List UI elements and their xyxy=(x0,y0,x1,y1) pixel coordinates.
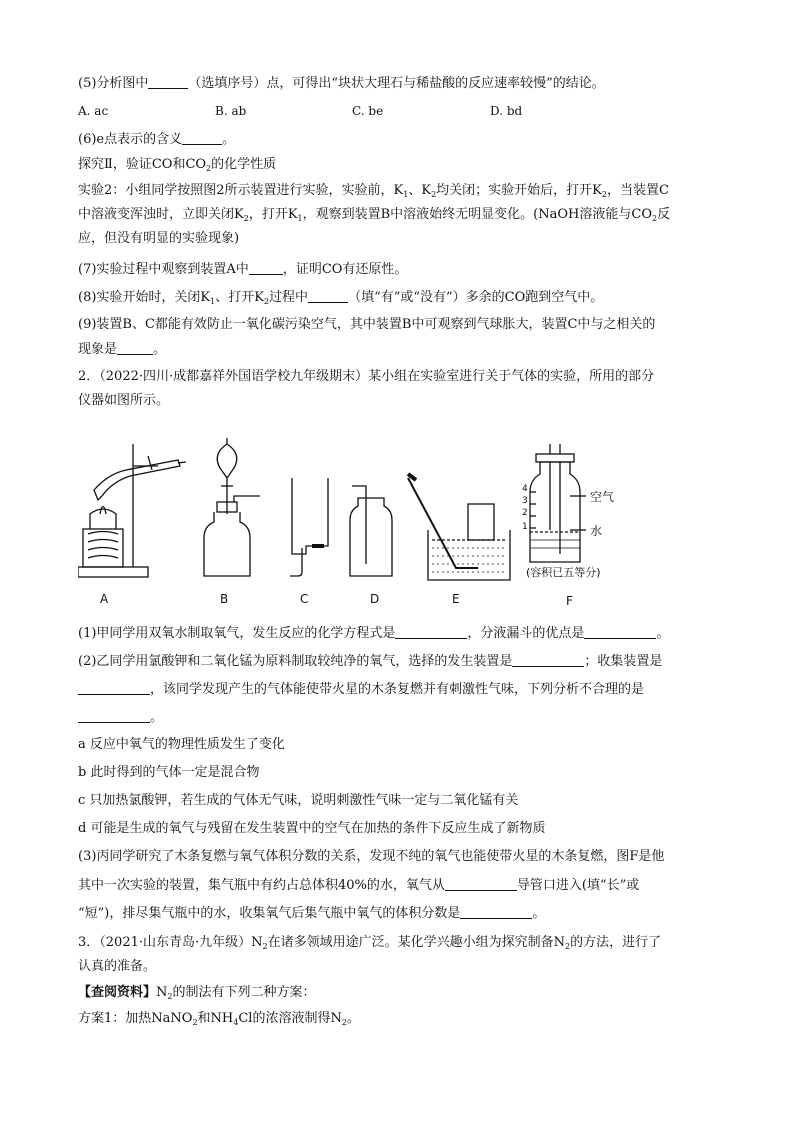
label-air: 空气 xyxy=(590,490,615,504)
scale-1: 1 xyxy=(522,522,528,532)
label-a: A xyxy=(100,592,109,606)
answer-blank[interactable] xyxy=(460,904,532,919)
problem-2-question-3-line-3: “短”)，排尽集气瓶中的水，收集氧气后集气瓶中氧气的体积分数是 。 xyxy=(78,906,546,921)
problem-2-question-3-line-2: 其中一次实验的装置，集气瓶中有约占总体积40%的水，氧气从 导管口进入(填“长”或 xyxy=(78,878,640,893)
problem-2-question-3-line-1: (3)丙同学研究了木条复燃与氧气体积分数的关系，发现不纯的氧气也能使带火星的木条复燃，图F是他 xyxy=(78,849,665,864)
question-7: (7)实验过程中观察到装置A中 ，证明CO有还原性。 xyxy=(78,262,408,277)
answer-blank[interactable] xyxy=(182,130,222,145)
problem-2-question-2-line-1: (2)乙同学用氯酸钾和二氧化锰为原料制取较纯净的氧气，选择的发生装置是 ；收集装置是 xyxy=(78,654,663,669)
option-a: A. ac xyxy=(78,104,109,118)
label-f: F xyxy=(566,594,573,608)
label-e: E xyxy=(452,592,460,606)
problem-3-line-3: 【查阅资料】$N_2$的制法有下列二种方案： xyxy=(78,985,316,1001)
option-c: C. be xyxy=(352,104,384,118)
apparatus-c xyxy=(290,478,328,576)
option-b-line: b 此时得到的气体一定是混合物 xyxy=(78,765,260,780)
problem-2-line-1: 2．（2022·四川·成都嘉祥外国语学校九年级期末）某小组在实验室进行关于气体的实验，所用的部分 xyxy=(78,369,655,384)
problem-3-line-4: 方案1：加热NaNO$_2$和$NH_4Cl$的浓溶液制得$N_2$。 xyxy=(78,1011,360,1027)
scale-2: 2 xyxy=(522,508,528,518)
question-8: (8)实验开始时，关闭$K_1$、打开$K_2$过程中 （填“有”或“没有”）多余的CO跑到空气中。 xyxy=(78,290,604,306)
experiment-2-line-3: 应，但没有明显的实验现象) xyxy=(78,231,240,246)
problem-3-line-1: 3．（2021·山东青岛·九年级）$N_2$在诸多领域用途广泛。某化学兴趣小组为探究制备$N_2$的方法，进行了 xyxy=(78,935,662,951)
experiment-2-line-1: 实验2：小组同学按照图2所示装置进行实验，实验前，$K_1$、$K_2$均关闭；实验开始后，打开$K_2$，当装置C xyxy=(78,183,669,199)
answer-blank[interactable] xyxy=(584,624,656,639)
label-water: 水 xyxy=(590,524,603,538)
answer-blank[interactable] xyxy=(78,680,150,695)
question-6: (6)e点表示的含义 。 xyxy=(78,132,236,147)
problem-2-question-2-line-2: ，该同学发现产生的气体能使带火星的木条复燃并有刺激性气味，下列分析不合理的是 xyxy=(78,680,644,699)
problem-2-question-1: (1)甲同学用双氧水制取氧气，发生反应的化学方程式是 ，分液漏斗的优点是 。 xyxy=(78,626,670,641)
answer-blank[interactable] xyxy=(512,652,584,667)
apparatus-e xyxy=(408,474,510,580)
option-d-line: d 可能是生成的氧气与残留在发生装置中的空气在加热的条件下反应生成了新物质 xyxy=(78,821,546,836)
label-c: C xyxy=(300,592,309,606)
problem-2-line-2: 仪器如图所示。 xyxy=(78,393,170,408)
problem-3-line-2: 认真的准备。 xyxy=(78,959,157,974)
experiment-2-line-2: 中溶液变浑浊时，立即关闭$K_2$，打开$K_1$，观察到装置B中溶液始终无明显变化。(NaOH溶液能与$CO_2$反 xyxy=(78,207,671,223)
question-9-line-2: 现象是 。 xyxy=(78,342,167,357)
answer-blank[interactable] xyxy=(445,876,517,891)
question-9-line-1: (9)装置B、C都能有效防止一氧化碳污染空气，其中装置B中可观察到气球胀大，装置C中与之相关的 xyxy=(78,317,656,332)
scale-3: 3 xyxy=(522,496,528,506)
option-a-line: a 反应中氧气的物理性质发生了变化 xyxy=(78,737,285,752)
apparatus-a xyxy=(78,444,186,577)
answer-blank[interactable] xyxy=(117,340,153,355)
option-c-line: c 只加热氯酸钾，若生成的气体无气味，说明刺激性气味一定与二氧化锰有关 xyxy=(78,793,519,808)
apparatus-figure xyxy=(78,434,718,608)
label-d: D xyxy=(370,592,380,606)
option-d: D. bd xyxy=(490,104,523,118)
answer-blank[interactable] xyxy=(148,74,188,89)
apparatus-drawing xyxy=(78,434,718,604)
apparatus-f xyxy=(530,444,586,562)
answer-blank[interactable] xyxy=(308,288,348,303)
label-b: B xyxy=(220,592,229,606)
section-heading: 探究Ⅱ，验证CO和$CO_2$的化学性质 xyxy=(78,157,277,173)
apparatus-b xyxy=(204,438,260,576)
answer-blank[interactable] xyxy=(395,624,467,639)
question-5: (5)分析图中 （选填序号）点，可得出“块状大理石与稀盐酸的反应速率较慢”的结论。 xyxy=(78,76,605,91)
problem-2-question-2-line-3: 。 xyxy=(78,708,163,727)
option-b: B. ab xyxy=(215,104,247,118)
apparatus-d xyxy=(350,486,392,576)
answer-blank[interactable] xyxy=(249,260,283,275)
label-volume-note: (容积已五等分) xyxy=(526,566,601,579)
scale-4: 4 xyxy=(522,484,528,494)
answer-blank[interactable] xyxy=(78,708,150,723)
